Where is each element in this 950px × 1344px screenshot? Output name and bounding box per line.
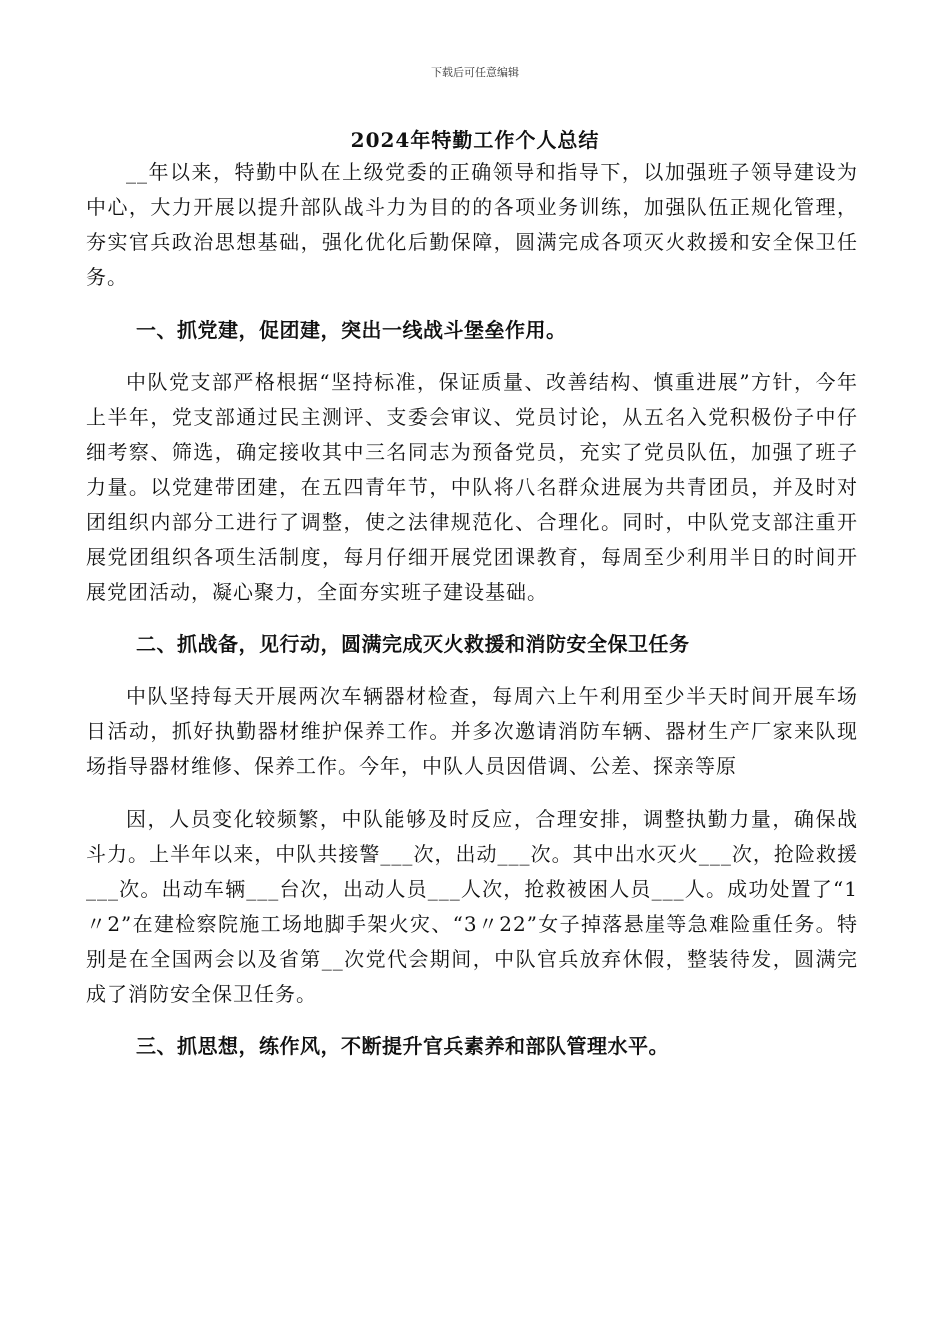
document-title: 2024年特勤工作个人总结	[350, 128, 600, 152]
document-body	[86, 155, 858, 1064]
section-1-paragraph: 中队党支部严格根据“坚持标准，保证质量、改善结构、慎重进展”方针，今年上半年，党支部通过民主测评、支委会审议、党员讨论，从五名入党积极份子中仔细考察、筛选，确定接收其中三名同志为预备党员，充实了党员队伍，加强了班子力量。以党建带团建，在五四青年节，中队将八名群众进展为共青团员，并及时对团组织内部分工进行了调整，使之法律规范化、合理化。同时，中队党支部注重开展党团组织各项生活制度，每月仔细开展党团课教育，每周至少利用半日的时间开展党团活动，凝心聚力，全面夯实班子建设基础。	[86, 370, 858, 604]
section-3-heading: 三、抓思想，练作风，不断提升官兵素养和部队管理水平。	[136, 1034, 669, 1058]
header-note: 下载后可任意编辑	[431, 66, 519, 79]
section-2-heading: 二、抓战备，见行动，圆满完成灭火救援和消防安全保卫任务	[136, 632, 690, 656]
section-2-paragraph-a: 中队坚持每天开展两次车辆器材检查，每周六上午利用至少半天时间开展车场日活动，抓好执勤器材维护保养工作。并多次邀请消防车辆、器材生产厂家来队现场指导器材维修、保养工作。今年，中队人员因借调、公差、探亲等原	[86, 684, 858, 778]
section-2-paragraph-b: 因，人员变化较频繁，中队能够及时反应，合理安排，调整执勤力量，确保战斗力。上半年以来，中队共接警___次，出动___次。其中出水灭火___次，抢险救援___次。出动车辆___台次，出动人员___人次，抢救被困人员___人。成功处置了“1〃2”在建检察院施工场地脚手架火灾、“3〃22”女子掉落悬崖等急难险重任务。特别是在全国两会以及省第__次党代会期间，中队官兵放弃休假，整装待发，圆满完成了消防安全保卫任务。	[86, 807, 858, 1006]
section-1-heading: 一、抓党建，促团建，突出一线战斗堡垒作用。	[136, 318, 567, 342]
intro-paragraph: __年以来，特勤中队在上级党委的正确领导和指导下，以加强班子领导建设为中心，大力开展以提升部队战斗力为目的的各项业务训练，加强队伍正规化管理，夯实官兵政治思想基础，强化优化后勤保障，圆满完成各项灭火救援和安全保卫任务。	[86, 160, 858, 289]
